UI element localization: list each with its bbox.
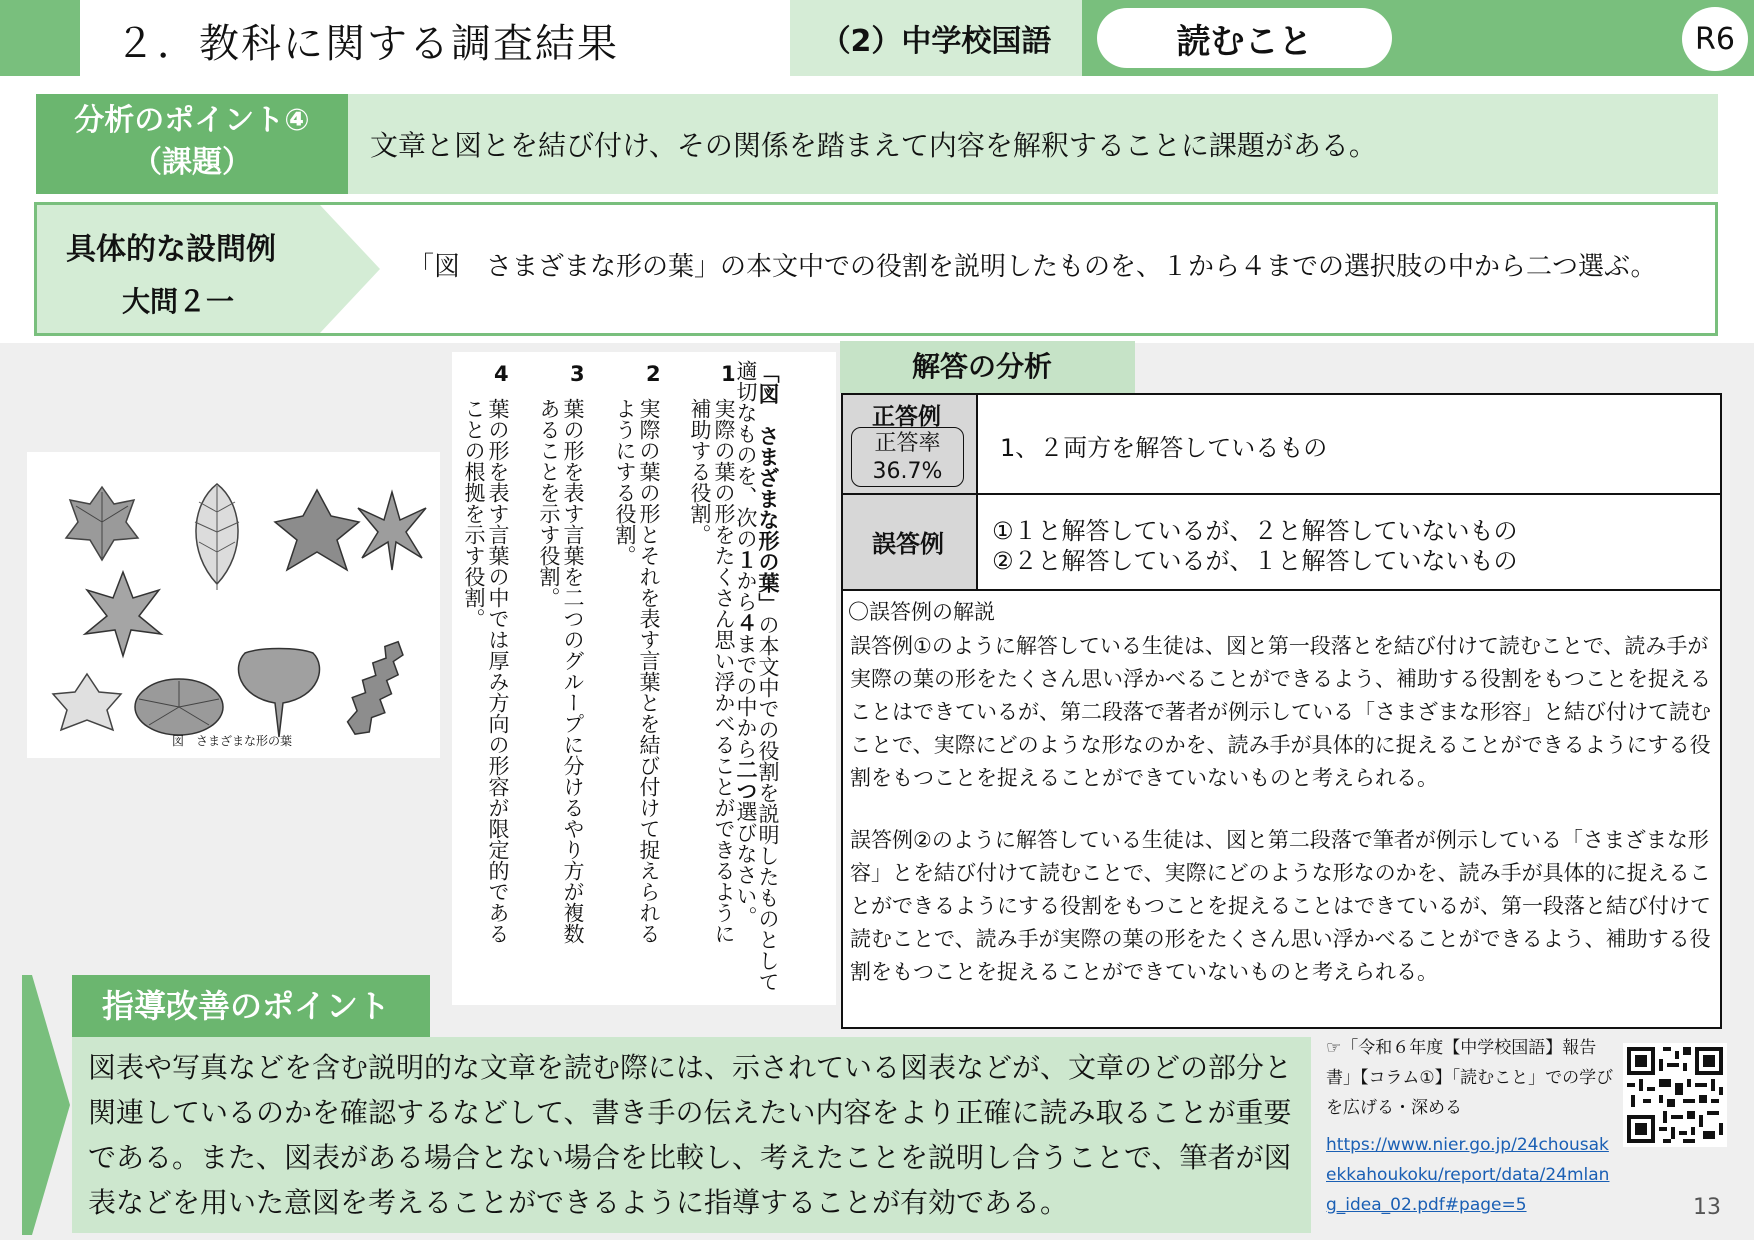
wrong-example-2: ②２と解答しているが、１と解答していないもの [992,547,1518,575]
example-question-text: 「図 さまざまな形の葉」の本文中での役割を説明したものを、１から４までの選択肢の中から二つ選ぶ。 [408,252,1657,282]
page-number: 13 [1693,1195,1721,1220]
question-stem-text: から [734,570,758,612]
reference-link[interactable]: https://www.nier.go.jp/24chousakekkahoukoku/report/data/24mlang_idea_02.pdf#page=5 [1326,1135,1610,1215]
explanation-heading: 〇誤答例の解説 [848,600,995,624]
guidance-text: 図表や写真などを含む説明的な文章を読む際には、示されている図表などが、文章のどの部分と関連しているのかを確認するなどして、書き手の伝えたい内容をより正確に読み取ることが重要である。また、図表がある場合とない場合を比較し、考えたことを説明し合うことで、筆者が図表などを用いた意図を考えることができるように指導することが有効である。 [72,1037,1311,1233]
answer-analysis-title: 解答の分析 [840,341,1135,393]
option-2-text: 実際の葉の形とそれを表す言葉とを結び付けて捉えられるようにする役割。 [613,398,661,944]
analysis-point-title: 分析のポイント④ [74,103,310,138]
page-title: ２．教科に関する調査結果 [115,21,619,67]
question-stem-line2 [734,360,758,1000]
option-1-text: 実際の葉の形をたくさん思い浮かべることができるように補助する役割。 [688,398,736,944]
category-pill: 読むこと [1097,8,1392,68]
analysis-point-sentence: 文章と図とを結び付け、その関係を踏まえて内容を解釈することに課題がある。 [370,129,1377,162]
option-1-number: 1 [721,362,736,386]
question-stem-text: 選びなさい。 [734,801,758,927]
explanation-paragraph-2: 誤答例②のように解答している生徒は、図と第二段落で筆者が例示している「さまざまな形容」とを結び付けて読むことで、実際にどのような形なのかを、読み手が具体的に捉えることができるようにする役割をもつことを捉えることはできているが、第一段落と結び付けて読むことで、読み手が実際の葉の形をたくさん思い浮かべることができるよう、補助する役割をもつことを捉えることができていないものと考えられる。 [850,828,1711,984]
figure-title-ref: 「図 さまざまな形の葉」 [756,362,780,614]
guidance-arrow-icon [22,975,72,1235]
japanese-maple-leaf-icon [358,492,426,570]
option-3-text: 葉の形を表す言葉を二つのグループに分けるやり方が複数あることを示す役割。 [537,398,585,944]
correct-rate-value: 36.7% [872,459,943,484]
ginkgo-leaf-icon [238,649,319,738]
ivy-leaf-icon [275,490,359,570]
correct-rate-label: 正答率 [874,431,941,456]
question-stem-text: 適切なものを、次の [734,360,758,549]
maple-leaf-icon [66,487,138,560]
example-question-number: 大問２一 [122,285,235,318]
correct-example-text: 1、２両方を解答しているもの [1000,434,1328,462]
elm-leaf-icon [195,484,239,590]
table-divider [843,589,1720,591]
qr-code-icon[interactable] [1623,1043,1727,1147]
option-3-number: 3 [570,362,585,386]
number-4: ４ [734,612,758,633]
wrong-example-label: 誤答例 [872,530,944,558]
analysis-point-label [36,94,348,194]
question-box [452,352,836,1005]
wrong-example-1: ①１と解答しているが、２と解答していないもの [992,517,1518,545]
figure-caption: 図 さまざまな形の葉 [172,734,293,748]
correct-rate-box [851,427,964,487]
example-question-label: 具体的な設問例 [66,232,276,267]
guidance-title: 指導改善のポイント [72,975,430,1037]
year-badge: R6 [1682,7,1748,71]
analysis-point-text [348,94,1718,194]
correct-example-label: 正答例 [872,404,941,430]
leaves-figure [27,452,440,758]
explanation-paragraph-1: 誤答例①のように解答している生徒は、図と第一段落とを結び付けて読むことで、読み手が実際の葉の形をたくさん思い浮かべることができるよう、補助する役割をもつことを捉えることはできているが、第二段落で著者が例示している「さまざまな形容」と結び付けて読むことで、実際にどのような形なのかを、読み手が具体的に捉えることができるようにする役割をもつことを捉えることができていないものと考えられる。 [850,634,1711,790]
question-stem-text: の本文中での役割を説明したものとして [756,614,780,992]
reference-note: ☞「令和６年度【中学校国語】報告書」【コラム①】「読むこと」での学びを広げる・深める [1326,1038,1614,1118]
option-4-number: 4 [494,362,509,386]
table-divider [976,395,978,591]
question-stem-text: までの中から [734,633,758,759]
option-4-text: 葉の形を表す言葉の中では厚み方向の形容が限定的であることの根拠を示す役割。 [462,398,510,944]
oak-leaf-icon [339,634,415,742]
choose-two: 二つ [734,759,758,801]
lotus-leaf-icon [135,679,223,735]
option-2-number: 2 [646,362,661,386]
question-stem-line1 [756,362,780,1002]
fern-leaf-icon [85,572,161,656]
subject-label: （2）中学校国語 [790,0,1082,76]
table-divider [843,493,1720,495]
number-1: １ [734,549,758,570]
analysis-point-subtitle: （課題） [132,145,252,180]
fig-leaf-icon [53,674,121,730]
